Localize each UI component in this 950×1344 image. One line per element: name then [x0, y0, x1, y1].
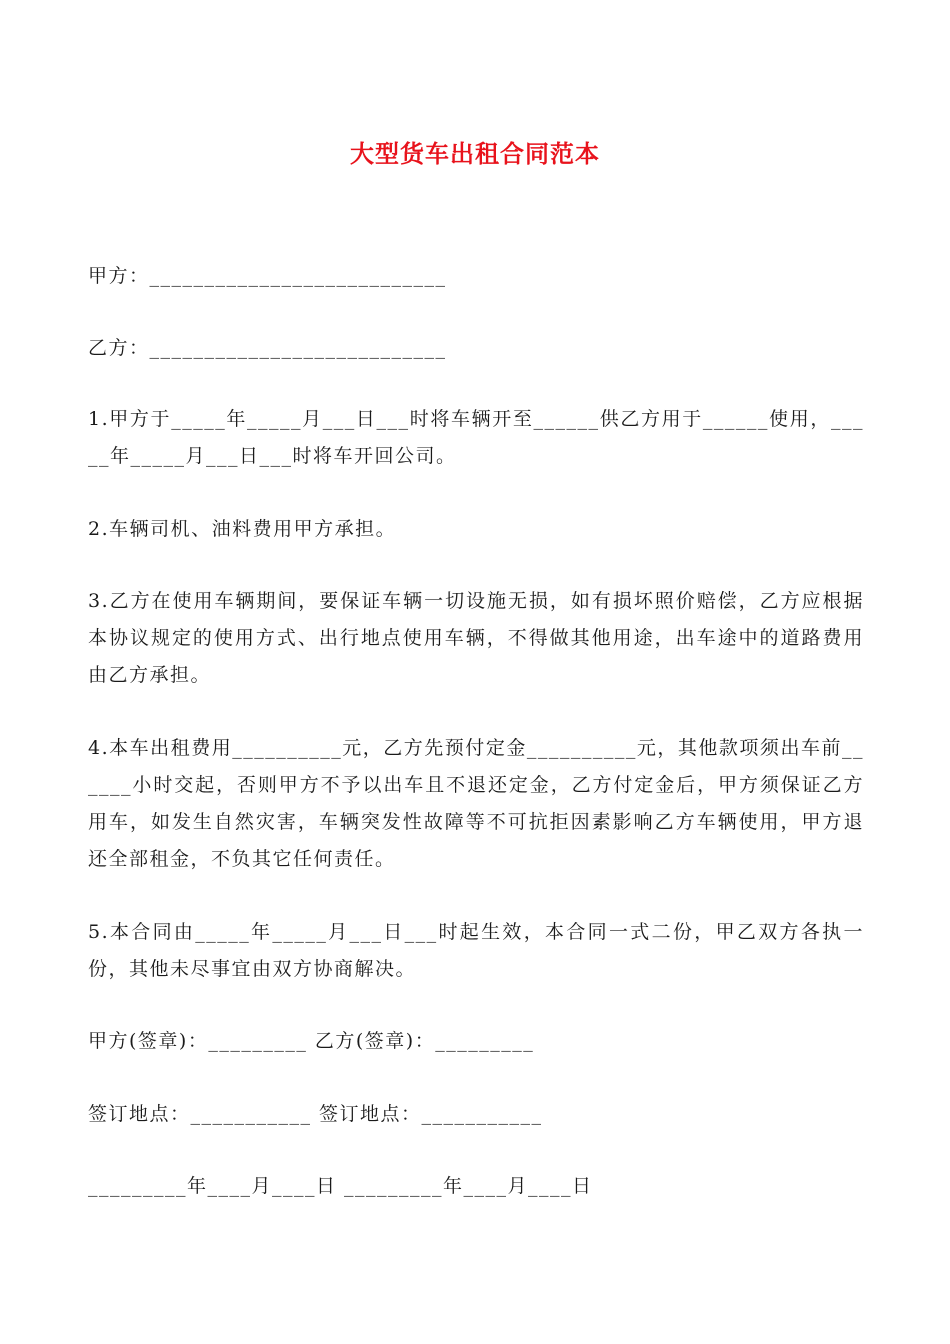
- clause-4: 4.本车出租费用__________元，乙方先预付定金__________元，其他款项须出车前______小时交起，否则甲方不予以出车且不退还定金，乙方付定金后，甲方须保证乙方用车，如发生自然灾害，车辆突发性故障等不可抗拒因素影响乙方车辆使用，甲方退还全部租金，不负其它任何责任。: [88, 737, 864, 870]
- signature-line: 甲方(签章)：_________ 乙方(签章)：_________: [88, 1030, 535, 1052]
- party-b-line: 乙方：___________________________: [88, 337, 447, 359]
- signing-date-line: _________年____月____日 _________年____月____日: [88, 1175, 593, 1197]
- clause-3: 3.乙方在使用车辆期间，要保证车辆一切设施无损，如有损坏照价赔偿，乙方应根据本协议规定的使用方式、出行地点使用车辆，不得做其他用途，出车途中的道路费用由乙方承担。: [88, 590, 864, 686]
- party-a-line: 甲方：___________________________: [88, 265, 447, 287]
- clause-1: 1.甲方于_____年_____月___日___时将车辆开至______供乙方用于______使用，_____年_____月___日___时将车开回公司。: [88, 408, 864, 467]
- clause-2: 2.车辆司机、油料费用甲方承担。: [88, 518, 397, 540]
- document-title: 大型货车出租合同范本: [350, 140, 600, 168]
- signing-location-line: 签订地点：___________ 签订地点：___________: [88, 1103, 543, 1125]
- clause-5: 5.本合同由_____年_____月___日___时起生效，本合同一式二份，甲乙双方各执一份，其他未尽事宜由双方协商解决。: [88, 921, 864, 980]
